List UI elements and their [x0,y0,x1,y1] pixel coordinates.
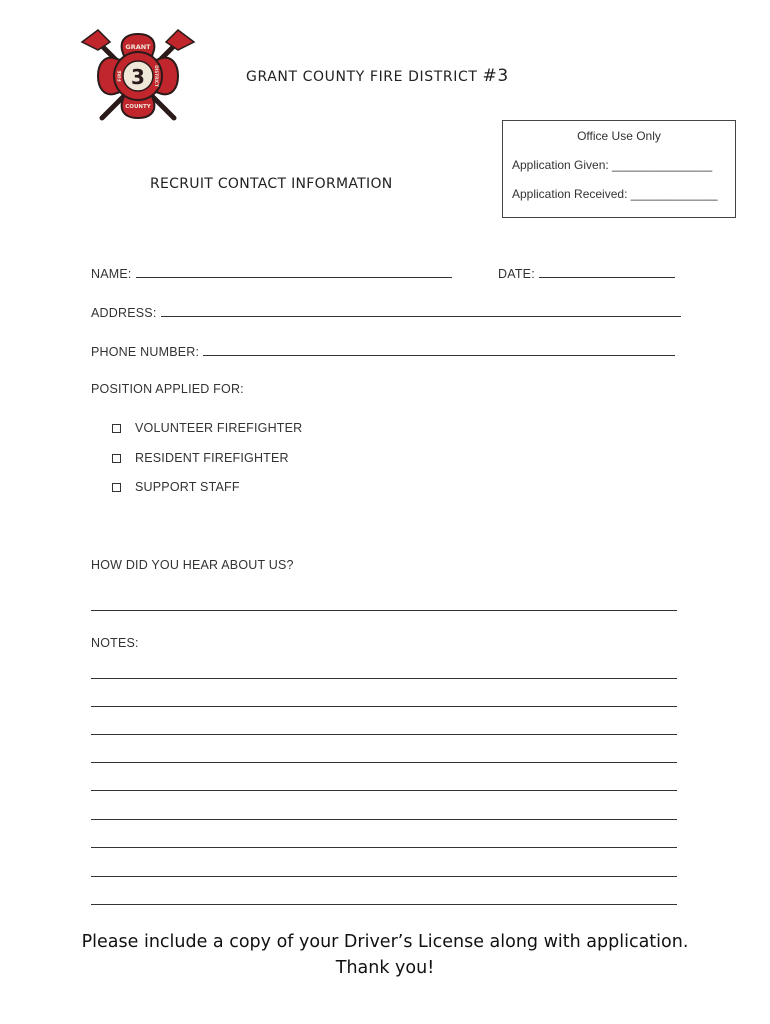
address-field[interactable] [91,305,681,320]
notes-line[interactable] [91,876,677,877]
logo-left-text: FIRE [118,70,123,82]
address-label: ADDRESS: [91,306,157,320]
logo-right-text: DISTRICT [154,65,159,87]
district-title [246,66,509,86]
office-use-title: Office Use Only [577,129,661,143]
fire-district-logo [76,28,200,124]
position-label: POSITION APPLIED FOR: [91,382,244,396]
form-title: RECRUIT CONTACT INFORMATION [150,176,393,192]
notes-line[interactable] [91,706,677,707]
hear-about-label: HOW DID YOU HEAR ABOUT US? [91,558,294,572]
position-option-label: VOLUNTEER FIREFIGHTER [135,421,303,435]
hear-about-line[interactable] [91,610,677,611]
phone-field[interactable] [91,344,675,359]
date-label: DATE: [498,267,535,281]
checkbox[interactable] [112,424,121,433]
notes-line[interactable] [91,790,677,791]
logo-number: 3 [131,65,145,89]
logo-bottom-text: COUNTY [125,104,151,110]
notes-line[interactable] [91,819,677,820]
logo-top-text: GRANT [125,43,151,51]
checkbox[interactable] [112,454,121,463]
name-label: NAME: [91,267,132,281]
application-given: Application Given: _______________ [512,158,713,172]
name-field[interactable] [91,266,452,281]
position-option-resident[interactable] [112,451,289,465]
notes-line[interactable] [91,734,677,735]
notes-line[interactable] [91,678,677,679]
office-use-box [502,120,736,218]
position-option-label: RESIDENT FIREFIGHTER [135,451,289,465]
position-option-support[interactable] [112,480,240,494]
district-number: #3 [482,66,509,86]
name-line[interactable] [136,266,452,278]
checkbox[interactable] [112,483,121,492]
notes-label: NOTES: [91,636,139,650]
district-name: GRANT COUNTY FIRE DISTRICT [246,69,478,85]
application-received: Application Received: _____________ [512,187,718,201]
notes-line[interactable] [91,904,677,905]
address-line[interactable] [161,305,681,317]
footer-instruction: Please include a copy of your Driver’s License along with application. [81,932,689,952]
position-option-label: SUPPORT STAFF [135,480,240,494]
footer-thanks: Thank you! [335,958,435,978]
phone-label: PHONE NUMBER: [91,345,200,359]
notes-line[interactable] [91,847,677,848]
date-field[interactable] [498,266,675,281]
notes-line[interactable] [91,762,677,763]
date-line[interactable] [539,266,675,278]
phone-line[interactable] [203,344,675,356]
position-option-volunteer[interactable] [112,421,302,435]
